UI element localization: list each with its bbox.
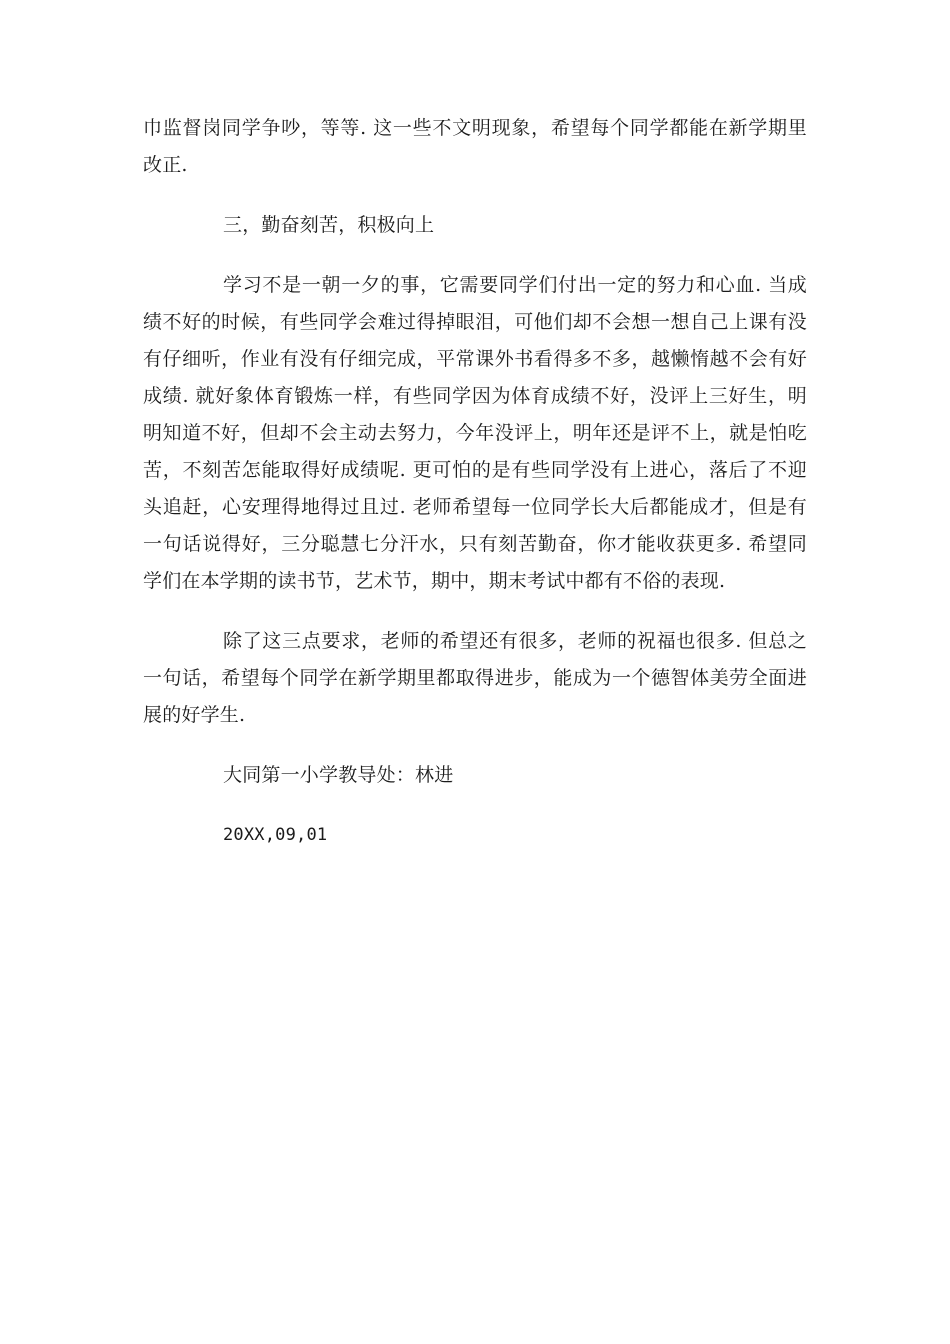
date-line: 20XX,09,01 [223, 825, 328, 845]
paragraph-closing: 除了这三点要求，老师的希望还有很多，老师的祝福也很多. 但总之一句话，希望每个同学在新学期里都取得进步，能成为一个德智体美劳全面进展的好学生. [143, 630, 807, 726]
section-heading-three: 三，勤奋刻苦，积极向上 [223, 214, 435, 236]
signature-line: 大同第一小学教导处：林进 [223, 764, 454, 786]
document-page [143, 110, 807, 854]
paragraph-continuation: 巾监督岗同学争吵，等等. 这一些不文明现象，希望每个同学都能在新学期里改正. [143, 117, 807, 176]
paragraph-diligence: 学习不是一朝一夕的事，它需要同学们付出一定的努力和心血. 当成绩不好的时候，有些同学会难过得掉眼泪，可他们却不会想一想自己上课有没有仔细听，作业有没有仔细完成，平常课外书看得多不多，越懒惰越不会有好成绩. 就好象体育锻炼一样，有些同学因为体育成绩不好，没评上三好生，明明知道不好，但却不会主动去努力，今年没评上，明年还是评不上，就是怕吃苦，不刻苦怎能取得好成绩呢. 更可怕的是有些同学没有上进心，落后了不迎头追赶，心安理得地得过且过. 老师希望每一位同学长大后都能成才，但是有一句话说得好，三分聪慧七分汗水，只有刻苦勤奋，你才能收获更多. 希望同学们在本学期的读书节，艺术节，期中，期末考试中都有不俗的表现. [143, 274, 807, 592]
